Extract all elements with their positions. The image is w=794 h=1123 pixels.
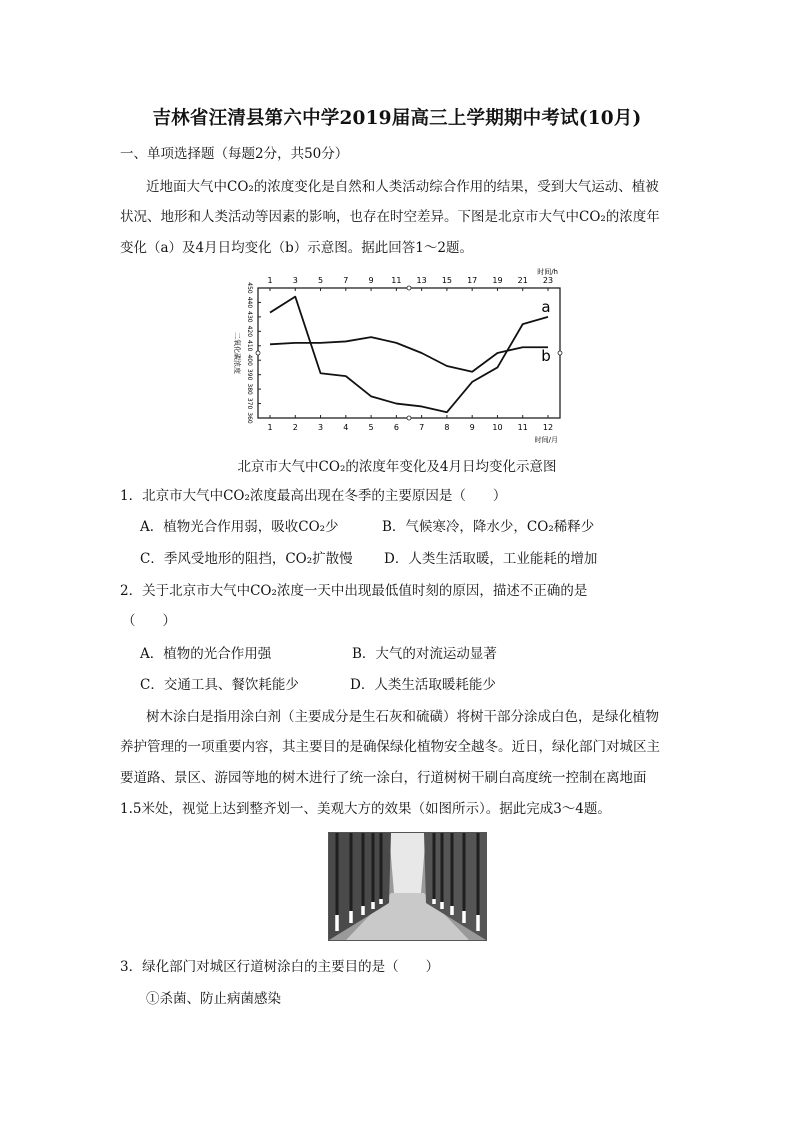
q3-option-1: ①杀菌、防止病菌感染 (146, 991, 281, 1007)
bottom-axis-label: 时间/月 (534, 436, 558, 444)
passage1-line3: 变化（a）及4月日均变化（b）示意图。据此回答1～2题。 (120, 240, 473, 256)
q2-paren: （ ） (122, 613, 176, 629)
q1-stem: 1．北京市大气中CO₂浓度最高出现在冬季的主要原因是（ ） (120, 488, 507, 504)
top-tick-label: 5 (317, 276, 324, 285)
y-tick-label: 370 (246, 397, 253, 410)
top-tick-label: 7 (343, 276, 349, 285)
q2-option-b: B．大气的对流运动显著 (352, 646, 497, 662)
bottom-tick-label: 6 (393, 423, 399, 432)
q2-option-d: D．人类生活取暖耗能少 (350, 677, 496, 693)
top-tick-label: 11 (391, 276, 402, 285)
y-tick-label: 450 (246, 282, 253, 294)
q1-option-b: B．气候寒冷，降水少，CO₂稀释少 (382, 519, 595, 535)
top-tick-label: 9 (368, 276, 374, 285)
bottom-tick-label: 10 (492, 423, 503, 432)
y-tick-label: 420 (246, 325, 253, 338)
exam-title: 吉林省汪清县第六中学2019届高三上学期期中考试(10月) (152, 108, 642, 129)
bottom-tick-label: 4 (343, 423, 349, 432)
y-tick-label: 360 (246, 412, 253, 424)
passage2-line1: 树木涂白是指用涂白剂（主要成分是生石灰和硫磺）将树干部分涂成白色，是绿化植物 (146, 709, 659, 725)
y-tick-label: 410 (246, 340, 253, 352)
bottom-tick-label: 12 (542, 423, 554, 432)
passage2-line3: 要道路、景区、游园等地的树木进行了统一涂白，行道树树干刷白高度统一控制在离地面 (120, 770, 647, 786)
passage1-line2: 状况、地形和人类活动等因素的影响，也存在时空差异。下图是北京市大气中CO₂的浓度年 (120, 209, 660, 225)
top-tick-label: 21 (517, 276, 528, 285)
bottom-tick-label: 7 (419, 423, 425, 432)
bottom-tick-label: 2 (292, 423, 298, 432)
bottom-tick-label: 5 (368, 423, 374, 432)
series-a-line (270, 297, 551, 413)
frame-handle (256, 351, 260, 355)
q2-stem: 2．关于北京市大气中CO₂浓度一天中出现最低值时刻的原因，描述不正确的是 (120, 583, 588, 599)
bottom-tick-label: 1 (267, 423, 273, 432)
top-tick-label: 3 (292, 276, 298, 285)
q2-option-a: A．植物的光合作用强 (140, 646, 272, 662)
passage2-line4: 1.5米处，视觉上达到整齐划一、美观大方的效果（如图所示）。据此完成3～4题。 (120, 801, 611, 817)
y-axis-label: 二氧化碳浓度 (233, 332, 241, 374)
bottom-tick-label: 9 (469, 423, 475, 432)
y-tick-label: 380 (246, 383, 253, 395)
top-tick-label: 19 (492, 276, 503, 285)
series-b-line (270, 337, 548, 372)
bottom-tick-label: 8 (444, 423, 450, 432)
q2-option-c: C．交通工具、餐饮耗能少 (140, 677, 299, 693)
top-tick-label: 23 (542, 276, 554, 285)
top-tick-label: 15 (441, 276, 453, 285)
section-heading: 一、单项选择题（每题2分，共50分） (120, 146, 349, 162)
bottom-tick-label: 11 (517, 423, 528, 432)
top-axis-label: 时间/h (537, 268, 558, 276)
frame-handle (558, 351, 562, 355)
top-tick-label: 13 (416, 276, 427, 285)
frame-handle (407, 286, 411, 290)
series-b-label: b (541, 347, 551, 366)
y-tick-label: 390 (246, 368, 253, 381)
y-tick-label: 430 (246, 311, 253, 323)
q1-option-d: D．人类生活取暖，工业能耗的增加 (384, 551, 598, 567)
q3-stem: 3．绿化部门对城区行道树涂白的主要目的是（ ） (120, 959, 440, 975)
passage1-line1: 近地面大气中CO₂的浓度变化是自然和人类活动综合作用的结果，受到大气运动、植被 (146, 179, 659, 195)
q1-option-c: C．季风受地形的阻挡，CO₂扩散慢 (140, 551, 353, 567)
y-tick-label: 400 (246, 354, 253, 366)
y-tick-label: 440 (246, 296, 253, 309)
series-a-label: a (541, 297, 551, 316)
top-tick-label: 17 (467, 276, 478, 285)
chart-caption: 北京市大气中CO₂的浓度年变化及4月日均变化示意图 (237, 459, 557, 475)
tree-road-photo (328, 832, 487, 941)
top-tick-label: 1 (267, 276, 273, 285)
passage2-line2: 养护管理的一项重要内容，其主要目的是确保绿化植物安全越冬。近日，绿化部门对城区主 (120, 739, 660, 755)
frame-handle (407, 416, 411, 420)
co2-chart (226, 268, 572, 446)
bottom-tick-label: 3 (317, 423, 324, 432)
q1-option-a: A．植物光合作用弱，吸收CO₂少 (140, 519, 339, 535)
plot-frame (258, 288, 560, 418)
